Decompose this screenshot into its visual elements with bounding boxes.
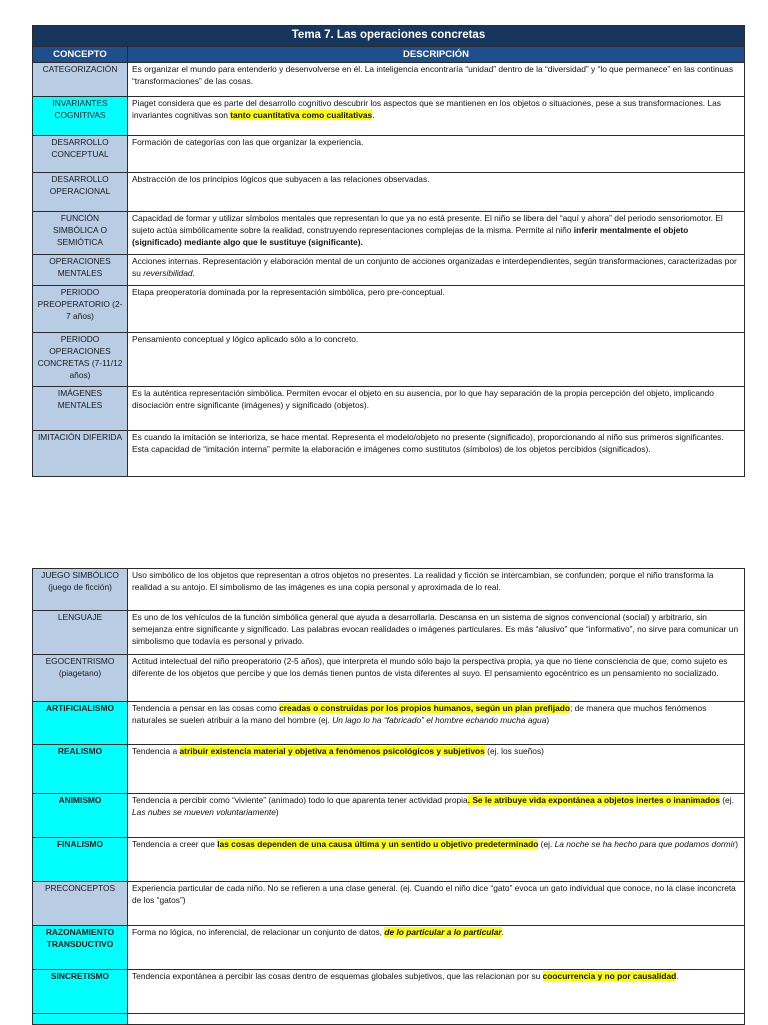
concept-periodo-preoperatorio: PERIODO PREOPERATORIO (2-7 años) xyxy=(33,286,128,333)
description-categorizacion: Es organizar el mundo para entenderlo y desenvolverse en él. La inteligencia encontraría “unidad” dentro de la “diversidad” y “lo que permanece” en las continuas “transformaciones” de las cosas. xyxy=(128,63,745,97)
description-cut-off xyxy=(128,1014,745,1025)
concept-razonamiento-transductivo: RAZONAMIENTO TRANSDUCTIVO xyxy=(33,926,128,970)
description-periodo-operaciones-concretas: Pensamiento conceptual y lógico aplicado sólo a lo concreto. xyxy=(128,333,745,387)
table-row xyxy=(33,655,745,702)
table-row xyxy=(33,702,745,745)
table-row xyxy=(33,882,745,926)
table-row-cut-off xyxy=(33,1014,745,1025)
table-row xyxy=(33,173,745,212)
concept-realismo: REALISMO xyxy=(33,745,128,794)
table-row xyxy=(33,926,745,970)
concept-preconceptos: PRECONCEPTOS xyxy=(33,882,128,926)
table-row xyxy=(33,838,745,882)
concepts-table-2 xyxy=(32,568,745,1025)
concept-lenguaje: LENGUAJE xyxy=(33,611,128,655)
table-row xyxy=(33,63,745,97)
description-lenguaje: Es uno de los vehículos de la función simbólica general que ayuda a desarrollarla. Descansa en un sistema de signos convencional (social) y arbitrario, sin semejanza entre significante y significado. Las palabras evocan realidades o imágenes particulares. Es más “alusivo” que “informativo”, no sirve para comunicar un simbolismo que todavía es personal y privado. xyxy=(128,611,745,655)
header-concepto: CONCEPTO xyxy=(33,46,128,62)
concept-categorizacion: CATEGORIZACIÓN xyxy=(33,63,128,97)
table-row xyxy=(33,611,745,655)
table-row xyxy=(33,431,745,477)
description-animismo: Tendencia a percibir como “viviente” (animado) todo lo que aparenta tener actividad propia. Se le atribuye vida expontánea a objetos inertes o inanimados (ej. Las nubes se mueven voluntariamente) xyxy=(128,794,745,838)
table-row xyxy=(33,255,745,286)
concept-finalismo: FINALISMO xyxy=(33,838,128,882)
concept-juego-simbolico: JUEGO SIMBÓLICO (juego de ficción) xyxy=(33,569,128,611)
concept-cut-off xyxy=(33,1014,128,1025)
concept-funcion-simbolica: FUNCIÓN SIMBÓLICA O SEMIÓTICA xyxy=(33,212,128,255)
description-imagenes-mentales: Es la auténtica representación simbólica. Permiten evocar el objeto en su ausencia, por lo que hay separación de la propia percepción del objeto, implicando disociación entre significante (imágenes) y significado (objetos). xyxy=(128,387,745,431)
table-row xyxy=(33,745,745,794)
description-desarrollo-conceptual: Formación de categorías con las que organizar la experiencia. xyxy=(128,136,745,173)
table-row xyxy=(33,794,745,838)
concept-artificialismo: ARTIFICIALISMO xyxy=(33,702,128,745)
table-row xyxy=(33,387,745,431)
description-artificialismo: Tendencia a pensar en las cosas como creadas o construidas por los propios humanos, según un plan prefijado; de manera que muchos fenómenos naturales se suelen atribuir a la mano del hombre (ej. Un lago lo ha “fabricado” el hombre echando mucha agua) xyxy=(128,702,745,745)
table-row xyxy=(33,569,745,611)
description-juego-simbolico: Uso simbólico de los objetos que representan a otros objetos no presentes. La realidad y ficción se intercambian, se confunden, porque el niño transforma la realidad a su antojo. El simbolismo de las imágenes es una copia personal y aproximada de lo real. xyxy=(128,569,745,611)
header-descripcion: DESCRIPCIÓN xyxy=(128,46,745,62)
table-row xyxy=(33,212,745,255)
description-sincretismo: Tendencia expontánea a percibir las cosas dentro de esquemas globales subjetivos, que las relacionan por su coocurrencia y no por causalidad. xyxy=(128,970,745,1014)
concept-invariantes-cognitivas: INVARIANTES COGNITIVAS xyxy=(33,97,128,136)
concept-egocentrismo: EGOCENTRISMO (piagetano) xyxy=(33,655,128,702)
table-title-row xyxy=(33,26,745,47)
table-title: Tema 7. Las operaciones concretas xyxy=(33,26,745,47)
table-row xyxy=(33,97,745,136)
description-finalismo: Tendencia a creer que las cosas dependen de una causa última y un sentido u objetivo predeterminado (ej. La noche se ha hecho para que podamos dormir) xyxy=(128,838,745,882)
description-funcion-simbolica: Capacidad de formar y utilizar símbolos mentales que representan lo que ya no está presente. El niño se libera del “aquí y ahora” del periodo sensoriomotor. El sujeto actúa simbólicamente sobre la realidad, construyendo representaciones complejas de la misma. Permite al niño inferir mentalmente el objeto (significado) mediante algo que le sustituye (significante). xyxy=(128,212,745,255)
concept-periodo-operaciones-concretas: PERIODO OPERACIONES CONCRETAS (7-11/12 años) xyxy=(33,333,128,387)
description-realismo: Tendencia a atribuir existencia material y objetiva a fenómenos psicológicos y subjetivos (ej. los sueños) xyxy=(128,745,745,794)
concept-imagenes-mentales: IMÁGENES MENTALES xyxy=(33,387,128,431)
concept-desarrollo-operacional: DESARROLLO OPERACIONAL xyxy=(33,173,128,212)
table-row xyxy=(33,136,745,173)
concepts-table-1 xyxy=(32,25,745,477)
description-imitacion-diferida: Es cuando la imitación se interioriza, se hace mental. Representa el modelo/objeto no presente (significado), proporcionando al niño sus primeros significantes. Esta capacidad de “imitación interna” permite la elaboración e imágenes como sustitutos (símbolos) de los objetos percibidos (significados). xyxy=(128,431,745,477)
concept-imitacion-diferida: IMITACIÓN DIFERIDA xyxy=(33,431,128,477)
concept-sincretismo: SINCRETISMO xyxy=(33,970,128,1014)
concept-operaciones-mentales: OPERACIONES MENTALES xyxy=(33,255,128,286)
table-row xyxy=(33,286,745,333)
description-operaciones-mentales: Acciones internas. Representación y elaboración mental de un conjunto de acciones organizadas e interdependientes, según transformaciones, caracterizadas por su reversibilidad. xyxy=(128,255,745,286)
concept-animismo: ANIMISMO xyxy=(33,794,128,838)
description-invariantes-cognitivas: Piaget considera que es parte del desarrollo cognitivo descubrir los aspectos que se mantienen en los objetos o situaciones, pese a sus transformaciones. Las invariantes cognitivas son tanto cuantitativa como cualitativas. xyxy=(128,97,745,136)
description-razonamiento-transductivo: Forma no lógica, no inferencial, de relacionar un conjunto de datos, de lo particular a lo particular. xyxy=(128,926,745,970)
description-periodo-preoperatorio: Etapa preoperatoria dominada por la representación simbólica, pero pre-conceptual. xyxy=(128,286,745,333)
table-row xyxy=(33,333,745,387)
description-preconceptos: Experiencia particular de cada niño. No se refieren a una clase general. (ej. Cuando el niño dice “gato” evoca un gato individual que conoce, no la clase inconcreta de los “gatos”) xyxy=(128,882,745,926)
description-desarrollo-operacional: Abstracción de los principios lógicos que subyacen a las relaciones observadas. xyxy=(128,173,745,212)
table-header-row xyxy=(33,46,745,62)
table-row xyxy=(33,970,745,1014)
concept-desarrollo-conceptual: DESARROLLO CONCEPTUAL xyxy=(33,136,128,173)
description-egocentrismo: Actitud intelectual del niño preoperatorio (2-5 años), que interpreta el mundo sólo bajo la perspectiva propia, ya que no tiene consciencia de que, como sujeto es diferente de los objetos que percibe y que los demás tienen puntos de vista diferentes al suyo. El pensamiento egocéntrico es un pensamiento no socializado. xyxy=(128,655,745,702)
